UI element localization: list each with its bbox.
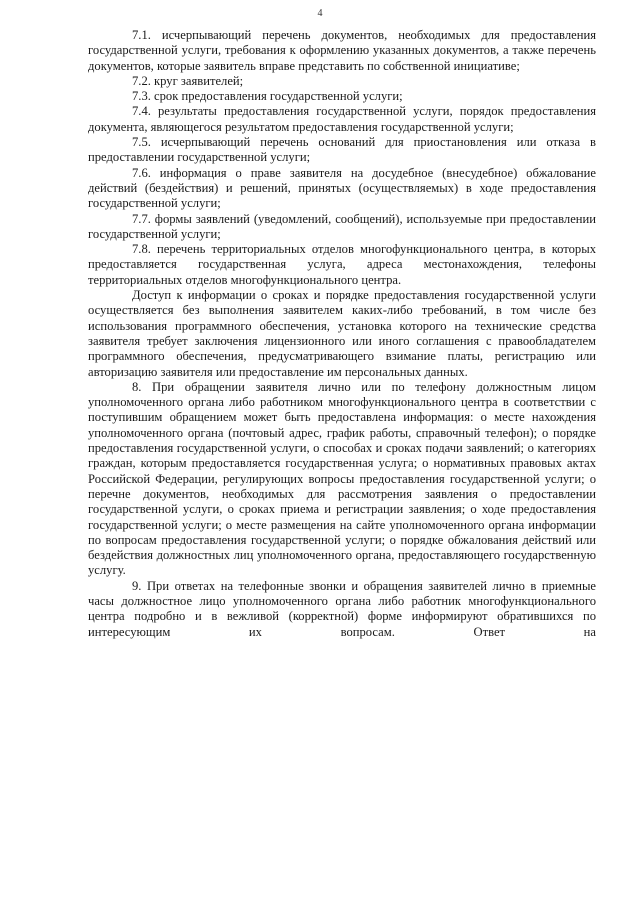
- paragraph-access: Доступ к информации о сроках и порядке предоставления государственной услуги осуществляется без выполнения заявителем каких-либо требований, в том числе без использования программного обеспечения, установка которого на технические средства заявителя требует заключения лицензионного или иного соглашения с правообладателем программного обеспечения, предусматривающего взимание платы, регистрацию или авторизацию заявителя или предоставление им персональных данных.: [88, 288, 596, 379]
- paragraph-7-6: 7.6. информация о праве заявителя на досудебное (внесудебное) обжалование действий (бездействия) и решений, принятых (осуществляемых) в ходе предоставления государственной услуги;: [88, 165, 596, 211]
- paragraph-8: 8. При обращении заявителя лично или по телефону должностным лицом уполномоченного органа либо работником многофункционального центра в соответствии с поступившим обращением может быть предоставлена информация: о месте нахождения уполномоченного органа (почтовый адрес, график работы, справочный телефон); о порядке предоставления государственной услуги, о способах и сроках подачи заявлений; о категориях граждан, которым предоставляется государственная услуга; о нормативных правовых актах Российской Федерации, регулирующих вопросы предоставления государственной услуги; о перечне документов, необходимых для рассмотрения заявления о предоставлении государственной услуги, о сроках приема и регистрации заявления; о ходе предоставления государственной услуги; о месте размещения на сайте уполномоченного органа информации по вопросам предоставления государственной услуги; о порядке обжалования действий или бездействия должностных лиц уполномоченного органа, предоставляющего государственную услугу.: [88, 379, 596, 578]
- paragraph-7-7: 7.7. формы заявлений (уведомлений, сообщений), используемые при предоставлении государственной услуги;: [88, 211, 596, 241]
- page-number: 4: [317, 8, 323, 19]
- paragraph-7-5: 7.5. исчерпывающий перечень оснований для приостановления или отказа в предоставлении государственной услуги;: [88, 135, 596, 165]
- paragraph-7-3: 7.3. срок предоставления государственной услуги;: [132, 89, 403, 104]
- paragraph-9: 9. При ответах на телефонные звонки и обращения заявителей лично в приемные часы должностное лицо уполномоченного органа либо работник многофункционального центра подробно и в вежливой (корректной) форме информируют обратившихся по интересующим их вопросам. Ответ на: [88, 578, 596, 639]
- document-body: [88, 28, 596, 640]
- paragraph-7-2: 7.2. круг заявителей;: [132, 73, 244, 88]
- paragraph-7-8: 7.8. перечень территориальных отделов многофункционального центра, в которых предоставляется государственная услуга, адреса местонахождения, телефоны территориальных отделов многофункционального центра.: [88, 242, 596, 287]
- paragraph-7-4: 7.4. результаты предоставления государственной услуги, порядок предоставления документа, являющегося результатом предоставления государственной услуги;: [88, 104, 596, 134]
- paragraph-7-1: 7.1. исчерпывающий перечень документов, необходимых для предоставления государственной услуги, требования к оформлению указанных документов, а также перечень документов, которые заявитель вправе представить по собственной инициативе;: [88, 28, 596, 73]
